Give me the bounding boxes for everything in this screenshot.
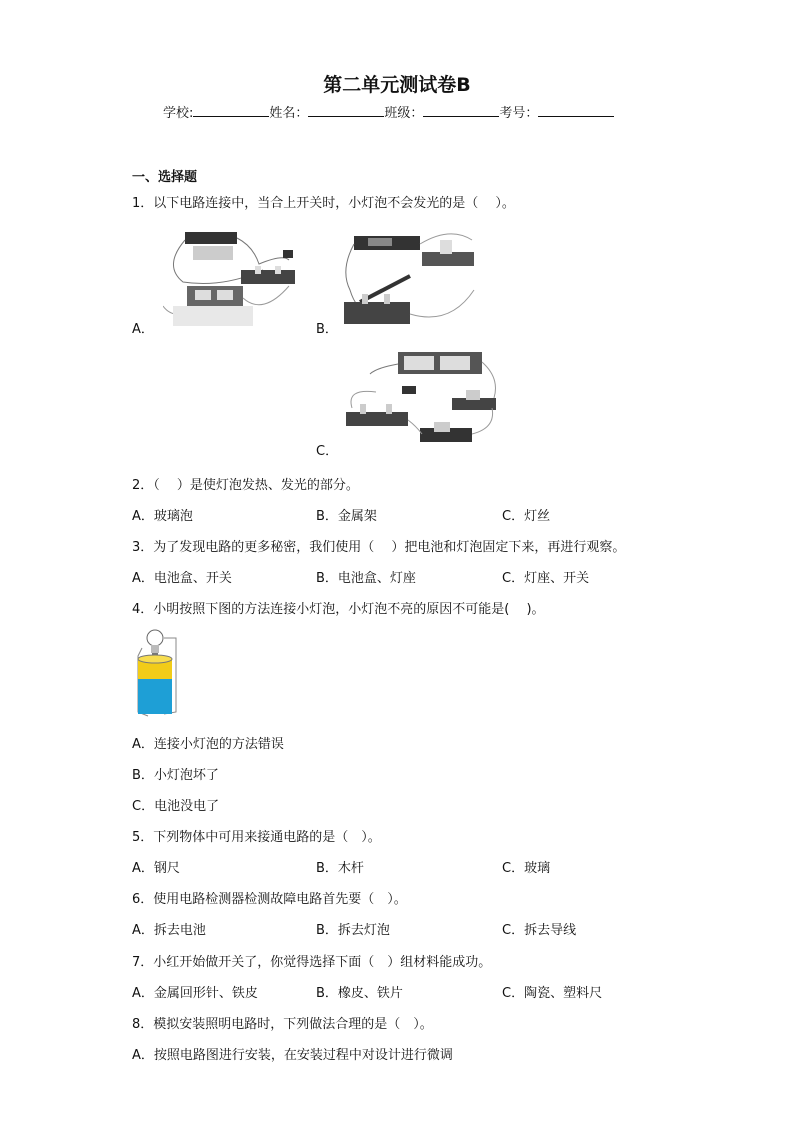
q2-option-a[interactable]: A．玻璃泡 xyxy=(132,509,193,524)
q8-option-a[interactable]: A．按照电路图进行安装，在安装过程中对设计进行微调 xyxy=(132,1048,453,1063)
name-label: 姓名： xyxy=(269,106,309,121)
circuit-figure-a xyxy=(163,226,303,330)
q2-option-c[interactable]: C．灯丝 xyxy=(502,509,551,524)
class-label: 班级： xyxy=(384,106,424,121)
circuit-figure-b xyxy=(340,230,480,330)
question-2-stem: 2．（ ）是使灯泡发热、发光的部分。 xyxy=(132,478,359,493)
class-blank[interactable] xyxy=(423,104,499,117)
question-3-stem: 3．为了发现电路的更多秘密，我们使用（ ）把电池和灯泡固定下来，再进行观察。 xyxy=(132,540,626,555)
q1-option-a[interactable]: A． xyxy=(132,322,154,337)
q7-option-c[interactable]: C．陶瓷、塑料尺 xyxy=(502,986,603,1001)
q6-option-c[interactable]: C．拆去导线 xyxy=(502,923,577,938)
page-title: 第二单元测试卷B xyxy=(323,74,471,96)
question-5-stem: 5．下列物体中可用来接通电路的是（ ）。 xyxy=(132,830,381,845)
q4-option-b[interactable]: B．小灯泡坏了 xyxy=(132,768,219,783)
q1-option-b[interactable]: B． xyxy=(316,322,338,337)
number-label: 考号： xyxy=(499,106,539,121)
q3-option-c[interactable]: C．灯座、开关 xyxy=(502,571,590,586)
q5-option-a[interactable]: A．钢尺 xyxy=(132,861,180,876)
question-1-stem: 1．以下电路连接中，当合上开关时，小灯泡不会发光的是（ ）。 xyxy=(132,196,515,211)
q3-option-b[interactable]: B．电池盒、灯座 xyxy=(316,571,416,586)
school-blank[interactable] xyxy=(193,104,269,117)
q6-option-b[interactable]: B．拆去灯泡 xyxy=(316,923,390,938)
circuit-figure-c xyxy=(346,348,500,452)
q2-option-b[interactable]: B．金属架 xyxy=(316,509,377,524)
school-label: 学校: xyxy=(163,106,194,121)
q5-option-c[interactable]: C．玻璃 xyxy=(502,861,551,876)
section-heading: 一、选择题 xyxy=(132,170,198,185)
question-7-stem: 7．小红开始做开关了，你觉得选择下面（ ）组材料能成功。 xyxy=(132,955,492,970)
q5-option-b[interactable]: B．木杆 xyxy=(316,861,364,876)
q7-option-a[interactable]: A．金属回形针、铁皮 xyxy=(132,986,258,1001)
q4-option-a[interactable]: A．连接小灯泡的方法错误 xyxy=(132,737,284,752)
q6-option-a[interactable]: A．拆去电池 xyxy=(132,923,206,938)
q4-option-c[interactable]: C．电池没电了 xyxy=(132,799,220,814)
number-blank[interactable] xyxy=(538,104,614,117)
q1-option-c[interactable]: C． xyxy=(316,444,339,459)
question-4-stem: 4．小明按照下图的方法连接小灯泡，小灯泡不亮的原因不可能是( )。 xyxy=(132,602,545,617)
question-6-stem: 6．使用电路检测器检测故障电路首先要（ ）。 xyxy=(132,892,407,907)
q7-option-b[interactable]: B．橡皮、铁片 xyxy=(316,986,403,1001)
question-8-stem: 8．模拟安装照明电路时，下列做法合理的是（ ）。 xyxy=(132,1017,433,1032)
name-blank[interactable] xyxy=(308,104,384,117)
student-info-line xyxy=(163,102,614,121)
q3-option-a[interactable]: A．电池盒、开关 xyxy=(132,571,232,586)
battery-bulb-figure xyxy=(134,626,182,720)
